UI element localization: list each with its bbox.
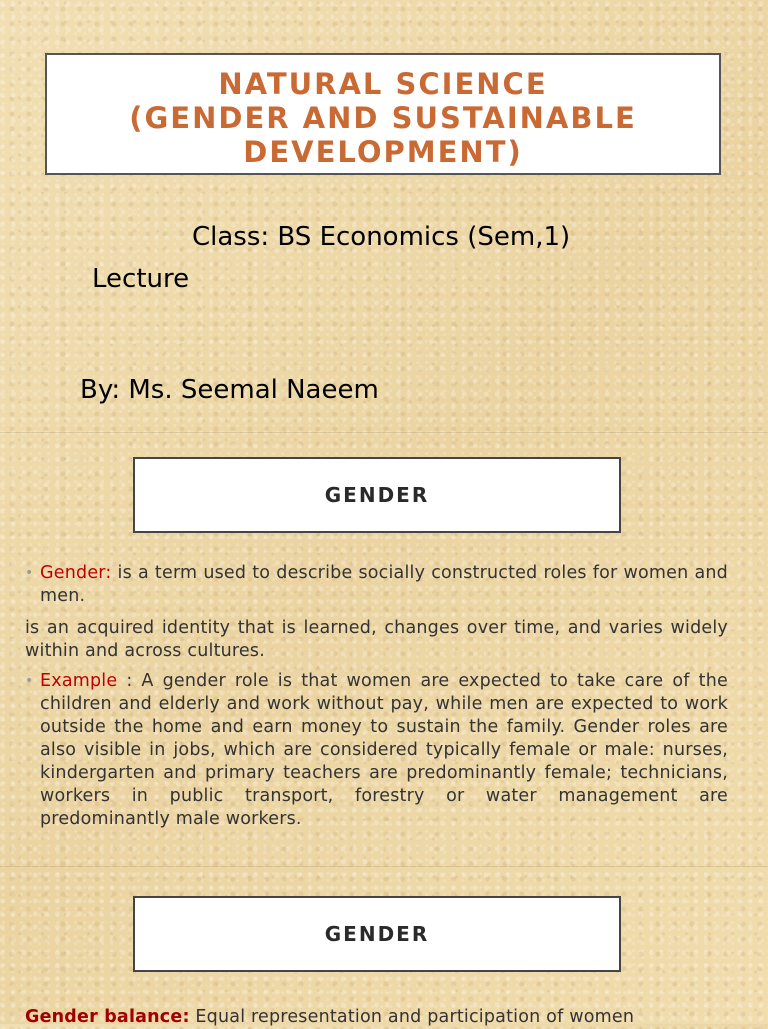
section-heading-gender-2: GENDER (133, 896, 621, 972)
example-text: : A gender role is that women are expected to take care of the children and elderly and work without pay, while men are expected to work outside the home and earn money to sustain the family. Gender roles are also visible in jobs, which are considered typically female or male: nurses, kindergarten and primary teachers are predominantly female; technicians, workers in public transport, forestry or water management are predominantly male workers. (40, 671, 728, 829)
gender-definition-text: is a term used to describe socially constructed roles for women and men. (40, 563, 728, 606)
gender-balance-text: Equal representation and participation of women (189, 1007, 635, 1027)
slide-title-line-3: DEVELOPMENT) (243, 135, 523, 169)
gender-definition (40, 562, 728, 608)
slide-title-line-2: (GENDER AND SUSTAINABLE (129, 101, 637, 135)
bullet-dot-icon: • (25, 565, 34, 581)
gender-balance-definition (25, 1006, 728, 1029)
example-term: Example (40, 671, 118, 691)
slide-divider (0, 866, 768, 867)
author-line: By: Ms. Seemal Naeem (80, 375, 379, 405)
slide-divider (0, 432, 768, 433)
section-heading-gender: GENDER (133, 457, 621, 533)
gender-example (40, 670, 728, 831)
slide-title-box (45, 53, 721, 175)
gender-term: Gender: (40, 563, 112, 583)
lecture-label: Lecture (92, 264, 190, 294)
bullet-dot-icon: • (25, 673, 34, 689)
class-info: Class: BS Economics (Sem,1) (192, 222, 571, 252)
gender-balance-term: Gender balance: (25, 1007, 190, 1027)
slide-title-line-1: NATURAL SCIENCE (218, 67, 548, 101)
gender-identity-paragraph: is an acquired identity that is learned, changes over time, and varies widely within and across cultures. (25, 618, 728, 661)
